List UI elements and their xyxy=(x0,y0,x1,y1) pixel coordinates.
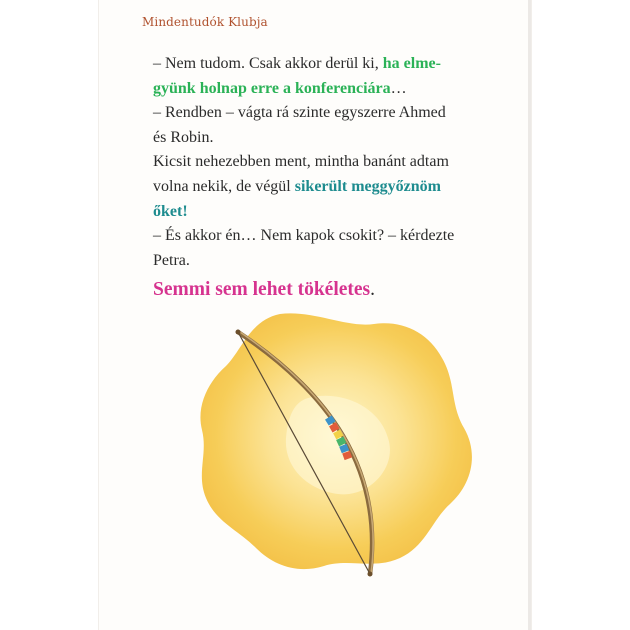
bow-tip-bottom xyxy=(368,572,373,577)
teal-highlight: sikerült meggyőznöm xyxy=(294,177,441,195)
running-head: Mindentudók Klubja xyxy=(142,15,268,29)
green-highlight: gyünk holnap erre a konferenciára xyxy=(153,79,391,97)
ellipsis-text: … xyxy=(390,79,407,97)
green-highlight: ha elme- xyxy=(382,55,441,72)
text-line xyxy=(153,77,493,102)
narrative-text: volna nekik, de végül xyxy=(153,177,295,195)
closing-line xyxy=(153,277,493,303)
bow-illustration xyxy=(188,308,488,588)
text-line: – És akkor én… Nem kapok csokit? – kérdezte xyxy=(153,227,455,245)
text-line: és Robin. xyxy=(153,128,214,146)
text-line: – Rendben – vágta rá szinte egyszerre Ahmed xyxy=(153,104,446,122)
text-line: Petra. xyxy=(153,251,190,269)
text-line: Kicsit nehezebben ment, mintha banánt adtam xyxy=(153,153,449,171)
text-line xyxy=(153,200,493,225)
magenta-highlight: Semmi sem lehet tökéletes xyxy=(153,279,371,301)
exclamation-text: ! xyxy=(182,202,188,220)
closing-period: . xyxy=(370,279,376,301)
teal-highlight: őket xyxy=(153,202,183,220)
text-line xyxy=(153,175,493,200)
page-edge xyxy=(528,0,531,630)
bow-tip-top xyxy=(236,330,241,335)
dialogue-text: – Nem tudom. Csak akkor derül ki, xyxy=(153,55,383,72)
body-text xyxy=(153,52,493,303)
text-line xyxy=(153,52,493,77)
